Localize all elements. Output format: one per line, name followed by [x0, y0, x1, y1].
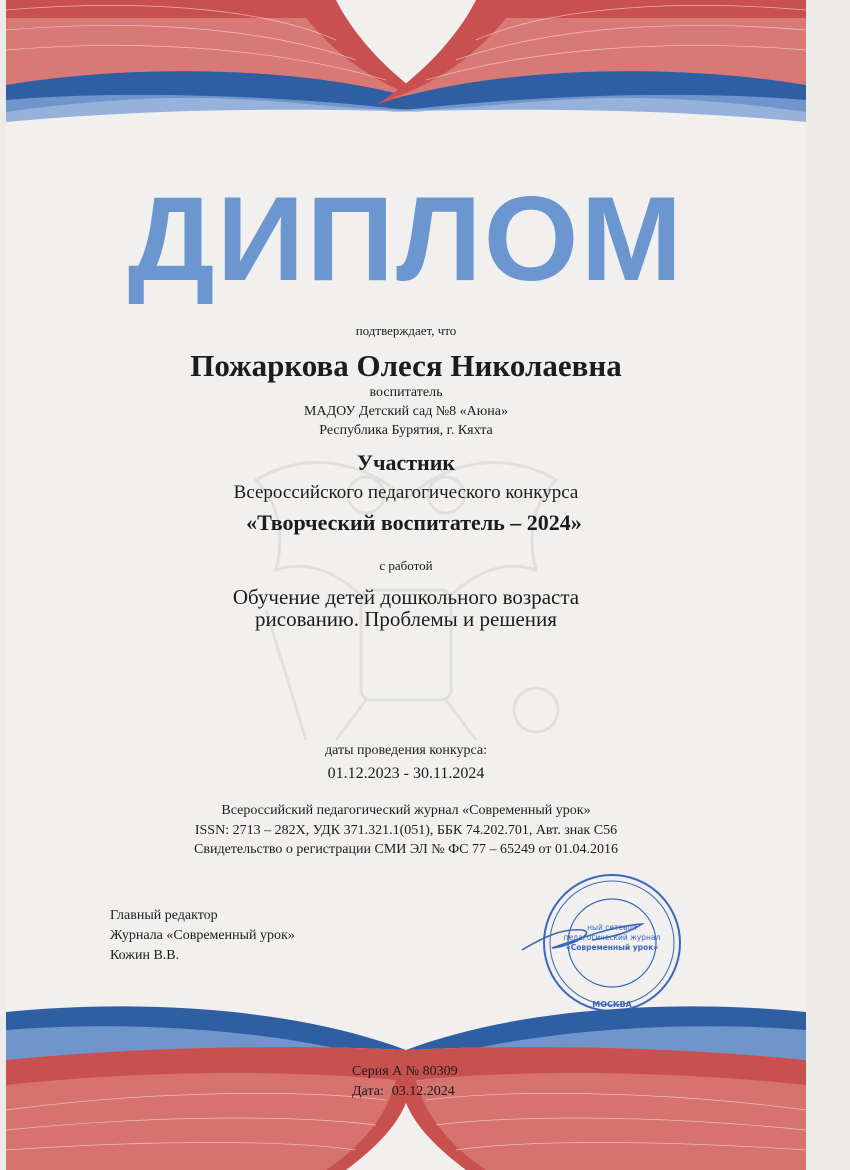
editor-name: Кожин В.В.: [110, 948, 180, 963]
diploma-title: ДИПЛОМ: [127, 172, 685, 306]
issue-date: [352, 1084, 455, 1100]
with-work-label: с работой: [379, 558, 433, 573]
stamp-city: МОСКВА: [592, 1000, 632, 1009]
journal-registration: Свидетельство о регистрации СМИ ЭЛ № ФС 77 – 65249 от 01.04.2016: [194, 842, 618, 857]
stamp-inner-line-1: ный сетевой: [587, 923, 637, 932]
diploma-sheet: [6, 0, 806, 1170]
editor-journal: Журнала «Современный урок»: [110, 928, 295, 943]
recipient-organization: МАДОУ Детский сад №8 «Аюна»: [304, 404, 508, 419]
journal-name: Всероссийский педагогический журнал «Современный урок»: [221, 803, 591, 818]
editor-title: Главный редактор: [110, 908, 218, 923]
recipient-position: воспитатель: [369, 385, 443, 400]
issue-date-value: 03.12.2024: [391, 1084, 455, 1099]
contest-dates-label: даты проведения конкурса:: [325, 743, 487, 758]
work-title-line-2: рисованию. Проблемы и решения: [255, 607, 557, 631]
journal-issn: ISSN: 2713 – 282X, УДК 371.321.1(051), ББК 74.202.701, Авт. знак С56: [194, 823, 618, 838]
contest-dates: 01.12.2023 - 30.11.2024: [327, 765, 485, 782]
work-title-line-1: Обучение детей дошкольного возраста: [232, 585, 580, 609]
series-number: Серия А № 80309: [352, 1064, 458, 1079]
contest-type: Всероссийского педагогического конкурса: [233, 482, 579, 503]
recipient-name: Пожаркова Олеся Николаевна: [190, 348, 622, 383]
contest-name: «Творческий воспитатель – 2024»: [246, 510, 582, 535]
issue-date-label: Дата:: [352, 1084, 384, 1099]
top-ribbon-decoration: [6, 0, 806, 130]
stamp-inner-line-3: «Современный урок»: [565, 943, 659, 952]
confirms-text: подтверждает, что: [355, 323, 457, 338]
bottom-ribbon-decoration: [6, 990, 806, 1170]
stamp-inner-line-2: педагогический журнал: [563, 933, 661, 942]
award-status: Участник: [356, 450, 456, 475]
recipient-region: Республика Бурятия, г. Кяхта: [319, 423, 493, 438]
